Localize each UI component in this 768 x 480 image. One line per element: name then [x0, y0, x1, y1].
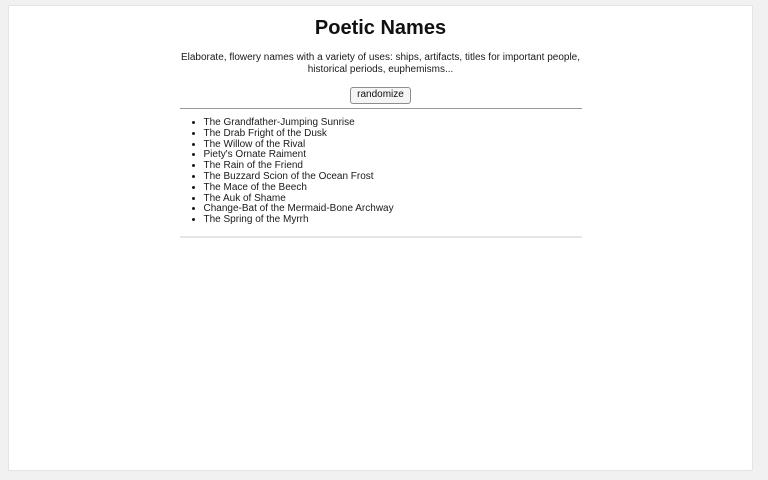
name-item: • The Grandfather-Jumping Sunrise [204, 118, 582, 129]
button-row [9, 84, 752, 104]
name-item: • The Drab Fright of the Dusk [204, 129, 582, 140]
results-section [180, 108, 582, 238]
description-line-2: historical periods, euphemisms... [307, 64, 454, 75]
top-divider [180, 108, 582, 109]
page-title: Poetic Names [314, 17, 447, 39]
name-item: • Piety's Ornate Raiment [204, 150, 582, 161]
name-item: • The Auk of Shame [204, 194, 582, 205]
names-list [180, 118, 582, 226]
randomize-button[interactable]: randomize [350, 87, 411, 104]
description [9, 52, 752, 76]
name-item: • The Willow of the Rival [204, 140, 582, 151]
name-item: • The Buzzard Scion of the Ocean Frost [204, 172, 582, 183]
page-card [8, 5, 753, 471]
name-item: • The Mace of the Beech [204, 183, 582, 194]
bottom-divider [180, 236, 582, 238]
name-item: • The Rain of the Friend [204, 161, 582, 172]
name-item: • Change-Bat of the Mermaid-Bone Archway [204, 204, 582, 215]
description-line-1: Elaborate, flowery names with a variety of uses: ships, artifacts, titles for important people, [180, 52, 581, 63]
name-item: • The Spring of the Myrrh [204, 215, 582, 226]
